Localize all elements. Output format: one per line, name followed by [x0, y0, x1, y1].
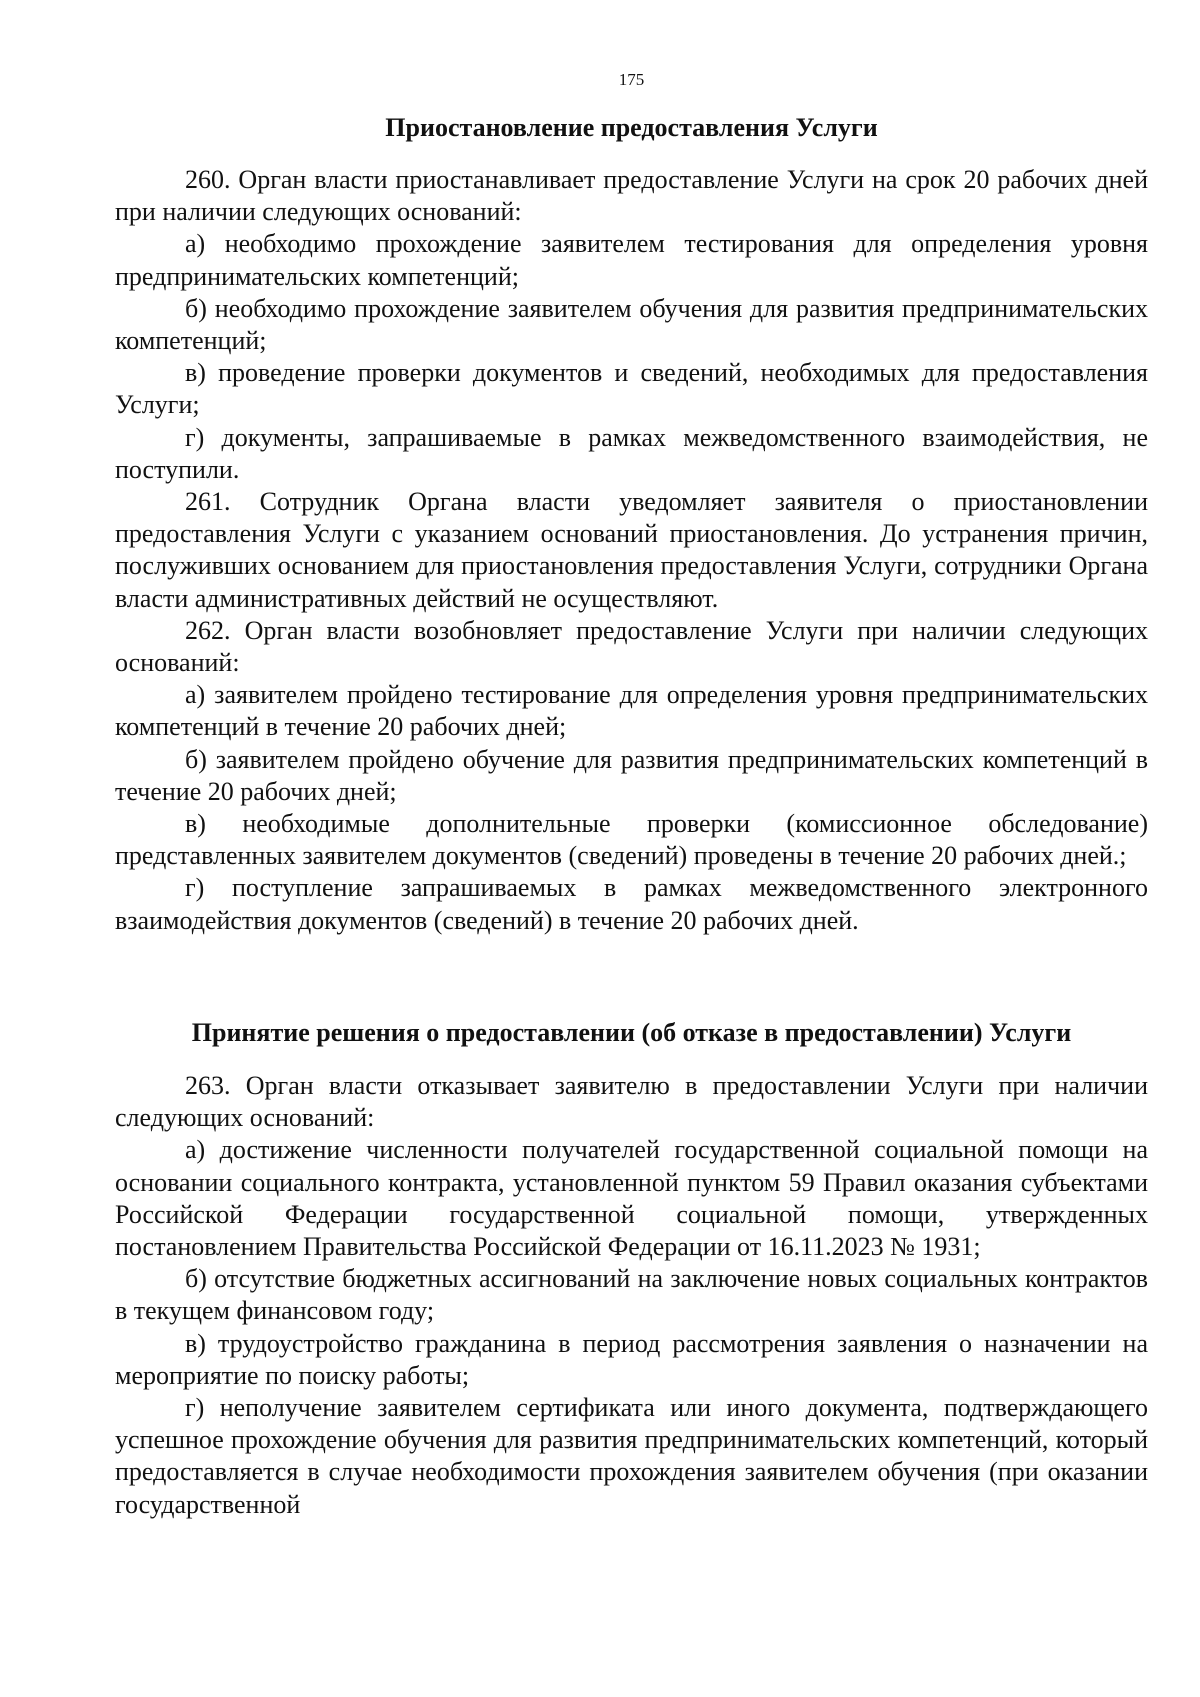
paragraph-262: 262. Орган власти возобновляет предоставление Услуги при наличии следующих оснований:	[115, 615, 1148, 678]
list-item-262-v: в) необходимые дополнительные проверки (комиссионное обследование) представленных заявителем документов (сведений) проведены в течение 20 рабочих дней.;	[115, 809, 1148, 871]
list-item-260-g: г) документы, запрашиваемые в рамках межведомственного взаимодействия, не поступили.	[115, 422, 1148, 484]
section-body-decision	[115, 1070, 1148, 1521]
list-item-262-g: г) поступление запрашиваемых в рамках межведомственного электронного взаимодействия документов (сведений) в течение 20 рабочих дней.	[115, 873, 1148, 935]
list-item-262-a: а) заявителем пройдено тестирование для определения уровня предпринимательских компетенций в течение 20 рабочих дней;	[115, 680, 1148, 742]
list-item-263-g: г) неполучение заявителем сертификата или иного документа, подтверждающего успешное прохождение обучения для развития предпринимательских компетенций, который предоставляется в случае необходимости прохождения заявителем обучения (при оказании государственной	[115, 1393, 1148, 1519]
list-item-262-b: б) заявителем пройдено обучение для развития предпринимательских компетенций в течение 20 рабочих дней;	[115, 744, 1148, 806]
paragraph-260: 260. Орган власти приостанавливает предоставление Услуги на срок 20 рабочих дней при наличии следующих оснований:	[115, 165, 1148, 227]
paragraph-261: 261. Сотрудник Органа власти уведомляет заявителя о приостановлении предоставления Услуги с указанием оснований приостановления. До устранения причин, послуживших основанием для приостановления предоставления Услуги, сотрудники Органа власти административных действий не осуществляют.	[115, 487, 1148, 613]
section-body-suspension	[115, 164, 1148, 937]
section-heading-suspension: Приостановление предоставления Услуги	[385, 113, 878, 142]
list-item-260-b: б) необходимо прохождение заявителем обучения для развития предпринимательских компетенций;	[115, 293, 1148, 356]
page-number: 175	[618, 70, 645, 89]
list-item-263-b: б) отсутствие бюджетных ассигнований на заключение новых социальных контрактов в текущем финансовом году;	[115, 1264, 1148, 1326]
list-item-263-v: в) трудоустройство гражданина в период рассмотрения заявления о назначении на мероприятие по поиску работы;	[115, 1328, 1148, 1390]
section-heading-decision: Принятие решения о предоставлении (об отказе в предоставлении) Услуги	[191, 1018, 1072, 1047]
paragraph-263: 263. Орган власти отказывает заявителю в предоставлении Услуги при наличии следующих оснований:	[115, 1071, 1148, 1133]
list-item-263-a: а) достижение численности получателей государственной социальной помощи на основании социального контракта, установленной пунктом 59 Правил оказания субъектами Российской Федерации государственной социальной помощи, утвержденных постановлением Правительства Российской Федерации от 16.11.2023 № 1931;	[115, 1135, 1148, 1262]
list-item-260-v: в) проведение проверки документов и сведений, необходимых для предоставления Услуги;	[115, 358, 1148, 420]
list-item-260-a: а) необходимо прохождение заявителем тестирования для определения уровня предпринимательских компетенций;	[115, 229, 1148, 291]
